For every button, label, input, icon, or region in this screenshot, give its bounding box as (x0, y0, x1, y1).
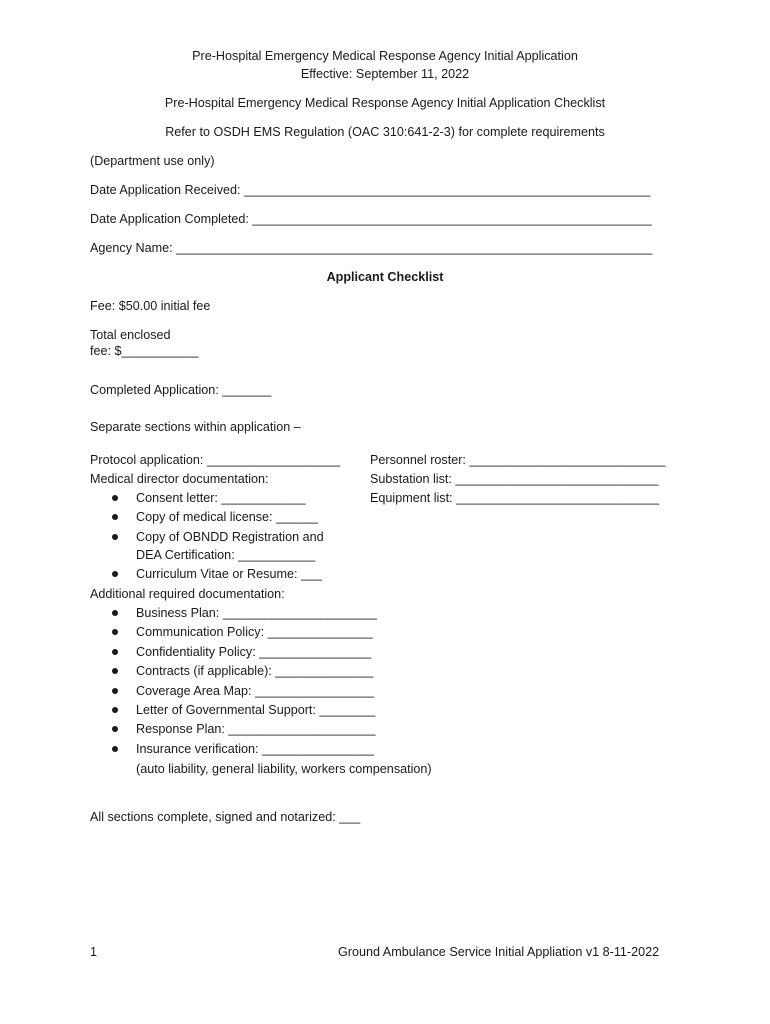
bullet-icon (112, 534, 118, 540)
bullet-icon (112, 610, 118, 616)
footer-document-id: Ground Ambulance Service Initial Appliation v1 8-11-2022 (338, 945, 660, 959)
page-number: 1 (90, 945, 98, 959)
bullet-icon (112, 629, 118, 635)
date-completed-field: Date Application Completed: _________________________________________________________ (90, 212, 652, 226)
additional-documentation-label: Additional required documentation: (90, 587, 285, 601)
checklist-title: Pre-Hospital Emergency Medical Response Agency Initial Application Checklist (164, 96, 606, 110)
bullet-icon (112, 746, 118, 752)
effective-date: Effective: September 11, 2022 (300, 67, 470, 81)
agency-name-field: Agency Name: ____________________________________________________________________ (90, 241, 653, 255)
bullet-icon (112, 726, 118, 732)
bullet-icon (112, 514, 118, 520)
total-enclosed-fee-field: fee: $___________ (90, 344, 199, 358)
medical-director-label: Medical director documentation: (90, 472, 269, 486)
bullet-icon (112, 649, 118, 655)
bullet-icon (112, 495, 118, 501)
bullet-icon (112, 707, 118, 713)
bullet-icon (112, 668, 118, 674)
all-sections-complete-field: All sections complete, signed and notarized: ___ (90, 810, 361, 824)
bullet-icon (112, 688, 118, 694)
personnel-roster-field: Personnel roster: ____________________________ (370, 453, 666, 467)
equipment-list-field: Equipment list: _____________________________ (370, 491, 660, 505)
bullet-icon (112, 571, 118, 577)
department-use-note: (Department use only) (90, 154, 215, 168)
total-enclosed-label: Total enclosed (90, 328, 171, 342)
document-title: Pre-Hospital Emergency Medical Response Agency Initial Application (192, 49, 578, 63)
completed-application-field: Completed Application: _______ (90, 383, 272, 397)
regulation-reference: Refer to OSDH EMS Regulation (OAC 310:641-2-3) for complete requirements (165, 125, 605, 139)
protocol-application-field: Protocol application: ___________________ (90, 453, 340, 467)
fee-line: Fee: $50.00 initial fee (90, 299, 211, 313)
separate-sections-label: Separate sections within application – (90, 420, 301, 434)
applicant-checklist-heading: Applicant Checklist (326, 270, 444, 284)
insurance-note: (auto liability, general liability, workers compensation) (136, 762, 432, 776)
date-received-field: Date Application Received: __________________________________________________________ (90, 183, 651, 197)
substation-list-field: Substation list: _____________________________ (370, 472, 659, 486)
